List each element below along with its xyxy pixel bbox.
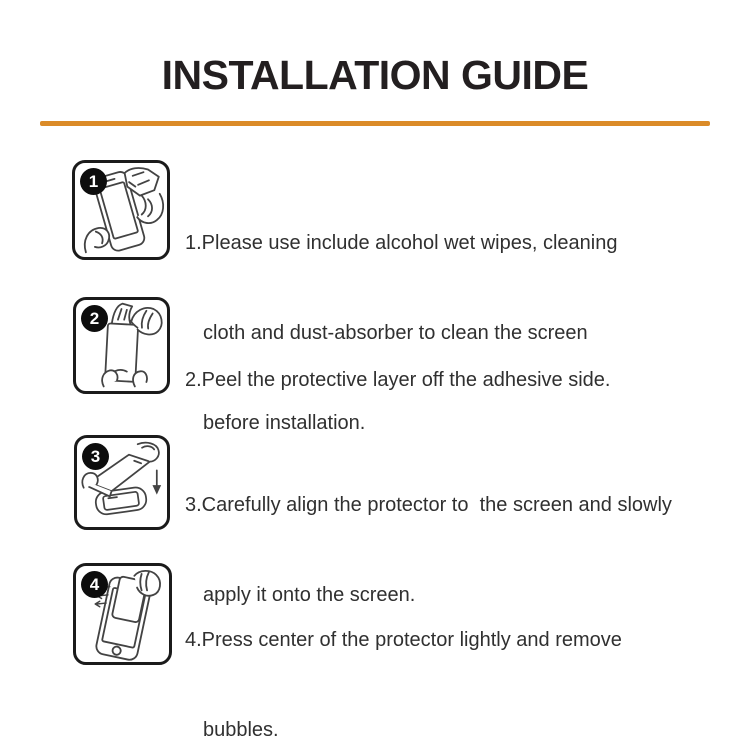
step-1-figure <box>72 160 170 260</box>
step-3-line-1: 3.Carefully align the protector to the screen and slowly <box>185 494 672 516</box>
step-1-number-badge: 1 <box>80 168 107 195</box>
step-1-line-3: before installation. <box>203 412 366 434</box>
step-4-line-1: 4.Press center of the protector lightly and remove <box>185 629 622 651</box>
step-1-line-2: cloth and dust-absorber to clean the screen <box>203 322 588 344</box>
title-divider <box>40 121 710 126</box>
step-4-figure <box>73 563 172 665</box>
step-1-line-1: 1.Please use include alcohol wet wipes, cleaning <box>185 232 618 254</box>
step-2-number-badge: 2 <box>81 305 108 332</box>
step-3-line-2: apply it onto the screen. <box>203 584 416 606</box>
step-3-number-badge: 3 <box>82 443 109 470</box>
step-2-line-1: 2.Peel the protective layer off the adhesive side. <box>185 369 611 391</box>
page-title: INSTALLATION GUIDE <box>161 52 589 98</box>
step-3-figure <box>74 435 170 530</box>
step-4-number-badge: 4 <box>81 571 108 598</box>
step-4-line-2: bubbles. <box>203 719 279 741</box>
step-2-figure <box>73 297 170 394</box>
step-4-text <box>185 565 622 750</box>
